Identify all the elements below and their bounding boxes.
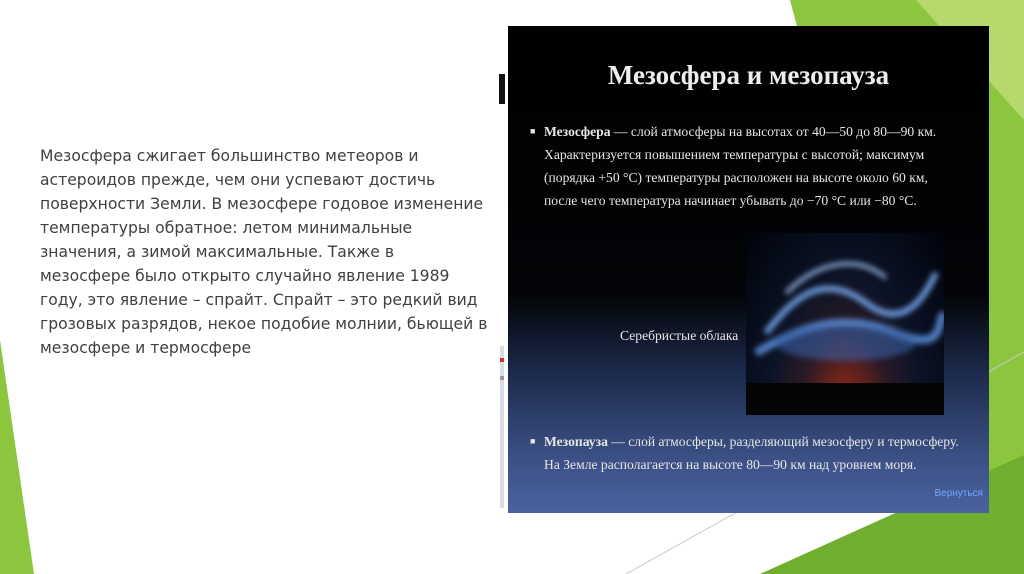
- bullet-marker: ■: [530, 126, 536, 136]
- green-shape-left-edge: [0, 340, 34, 574]
- image-edge-bar: [499, 74, 505, 104]
- clouds-illustration: [746, 233, 944, 415]
- slide-paragraph: Мезосфера сжигает большинство метеоров и астероидов прежде, чем они успевают достичь поверхности Земли. В мезосфере годовое изменение температуры обратное: летом минимальные значения, а зимой максимальные. Также в мезосфере было открыто случайно явление 1989 году, это явление – спрайт. Спрайт – это редкий вид грозовых разрядов, некое подобие молнии, бьющей в мезосфере и термосфере: [40, 147, 488, 357]
- bullet-term: Мезопауза: [544, 434, 608, 449]
- return-link[interactable]: Вернуться: [934, 488, 983, 499]
- bullet-marker: ■: [530, 436, 536, 446]
- bullet-text: — слой атмосферы на высотах от 40—50 до 80—90 км. Характеризуется повышением температуры с высотой; максимум (порядка +50 °C) температуры расположен на высоте около 60 км, после чего температура начинает убывать до −70 °C или −80 °C.: [544, 124, 937, 208]
- image-title: Мезосфера и мезопауза: [607, 60, 890, 90]
- image-bullet-mesopause: [530, 430, 964, 476]
- photo-caption: Серебристые облака: [620, 328, 739, 343]
- bullet-text: — слой атмосферы, разделяющий мезосферу и термосферу. На Земле располагается на высоте 80—90 км над уровнем моря.: [544, 434, 959, 472]
- bullet-term: Мезосфера: [544, 124, 611, 139]
- noctilucent-clouds-photo: [746, 233, 944, 415]
- slide-image: [508, 26, 989, 513]
- image-bullet-mesosphere: [530, 120, 964, 212]
- image-side-strip: [500, 346, 504, 508]
